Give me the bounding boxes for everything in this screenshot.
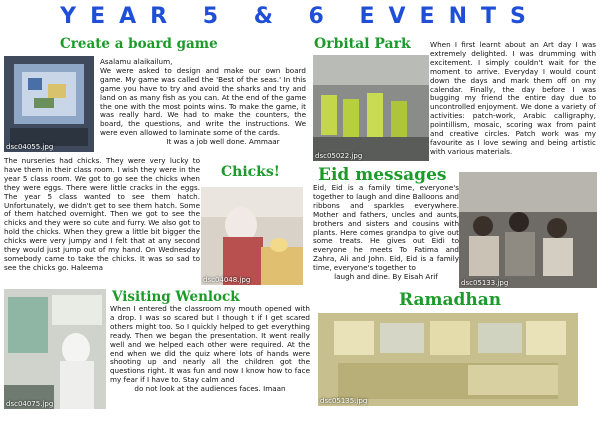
eid-signoff: laugh and dine. By Eisah Arif (334, 272, 438, 282)
orbital-text: When I first learnt about an Art day I was extremely delighted. I was drumming with excitement. I simply couldn't wait for the moment to arrive. Everyday I would count down the days and mark them off on my calendar. Finally, the day before I was bugging my friend the entire day due to uncontrolled enjoyment. We done a variety of activities: patch-work, Arabic calligraphy, pointillism, mosaic, scoring wax from paint and creative circles. Patch work was my favourite as I love sewing and being artistic with various materials. (430, 40, 596, 156)
wenlock-body: When I entered the classroom my mouth opened with a drop. I was so scared but I though t if I get scared others might too. So I quickly helped to get everything ready. Then we began the presentation. It went really well and we helped each other were required. At the end when we did the quiz where lots of hands were shooting up and nearly all the children got the questions right. It was fun and now I know how to face my fear if I have to. Stay calm and (110, 304, 310, 385)
wenlock-photo (4, 289, 106, 409)
board-game-body: We were asked to design and make our own board game. My game was called the 'Best of the seas.' In this game you have to try and avoid the sharks and try and land on as many fish as you can. At the end of the game the one with the most points wins. To make the game, it was really hard. We had to make the counters, the board, the questions, and write the instructions. We were even allowed to laminate some of the cards. (100, 65, 306, 138)
board-game-greeting: Asalamu alaikailum, (100, 57, 173, 66)
ramadhan-photo-image (318, 313, 578, 406)
board-game-photo-caption: dsc04055.jpg (6, 143, 54, 151)
eid-text (313, 184, 459, 282)
chicks-photo-image (201, 187, 303, 285)
board-game-heading: Create a board game (60, 36, 218, 52)
wenlock-photo-caption: dsc04075.jpg (6, 400, 54, 408)
eid-photo-caption: dsc05133.jpg (461, 279, 509, 287)
wenlock-signoff: do not look at the audiences faces. Imaan (134, 384, 286, 394)
ramadhan-photo-caption: dsc05135.jpg (320, 397, 368, 405)
board-game-text (100, 58, 306, 147)
chicks-photo-caption: dsc04048.jpg (203, 276, 251, 284)
ramadhan-heading: Ramadhan (399, 290, 502, 310)
chicks-photo (201, 187, 303, 285)
chicks-text: The nurseries had chicks. They were very lucky to have them in their class room. I wish they were in the year 5 class room. We got to go see the chicks when they were eggs. There were little cracks in the eggs. The year 5 class wanted to see them hatch. Unfortunately, we didn't get to see them hatch. Some of them hatched overnight. Then we got to see the chicks and they were so cute and furry. We also got to hold the chicks. When they grew a little bit bigger the chicks were very jumpy and I felt that at any second they would just jump out of my hand. On Wednesday somebody came to take the chicks. It was so sad to see the chicks go. Haleema (4, 156, 200, 272)
wenlock-text (110, 305, 310, 394)
eid-photo-image (459, 172, 597, 288)
orbital-photo-image (313, 55, 429, 161)
wenlock-photo-image (4, 289, 106, 409)
eid-heading: Eid messages (318, 165, 447, 185)
orbital-photo (313, 55, 429, 161)
orbital-photo-caption: dsc05022.jpg (315, 152, 363, 160)
eid-body: Eid, Eid is a family time, everyone's together to laugh and dine Balloons and ribbons and sparkles everywhere. Mother and fathers, uncles and aunts, brothers and sisters and cousins with plants. Here comes grandpa to give out some treats. He gives out Eidi to everyone he meets To Fatima and Zahra, Ali and John. Eid, Eid is a family time, everyone's together to (313, 183, 459, 273)
board-game-signoff: It was a job well done. Ammaar (166, 137, 280, 147)
chicks-heading: Chicks! (221, 164, 280, 180)
orbital-heading: Orbital Park (314, 36, 411, 52)
board-game-photo-image (4, 56, 94, 152)
wenlock-heading: Visiting Wenlock (112, 289, 240, 305)
page-title: YEAR 5 & 6 EVENTS (60, 4, 540, 29)
board-game-photo (4, 56, 94, 152)
eid-photo (459, 172, 597, 288)
ramadhan-photo (318, 313, 578, 406)
